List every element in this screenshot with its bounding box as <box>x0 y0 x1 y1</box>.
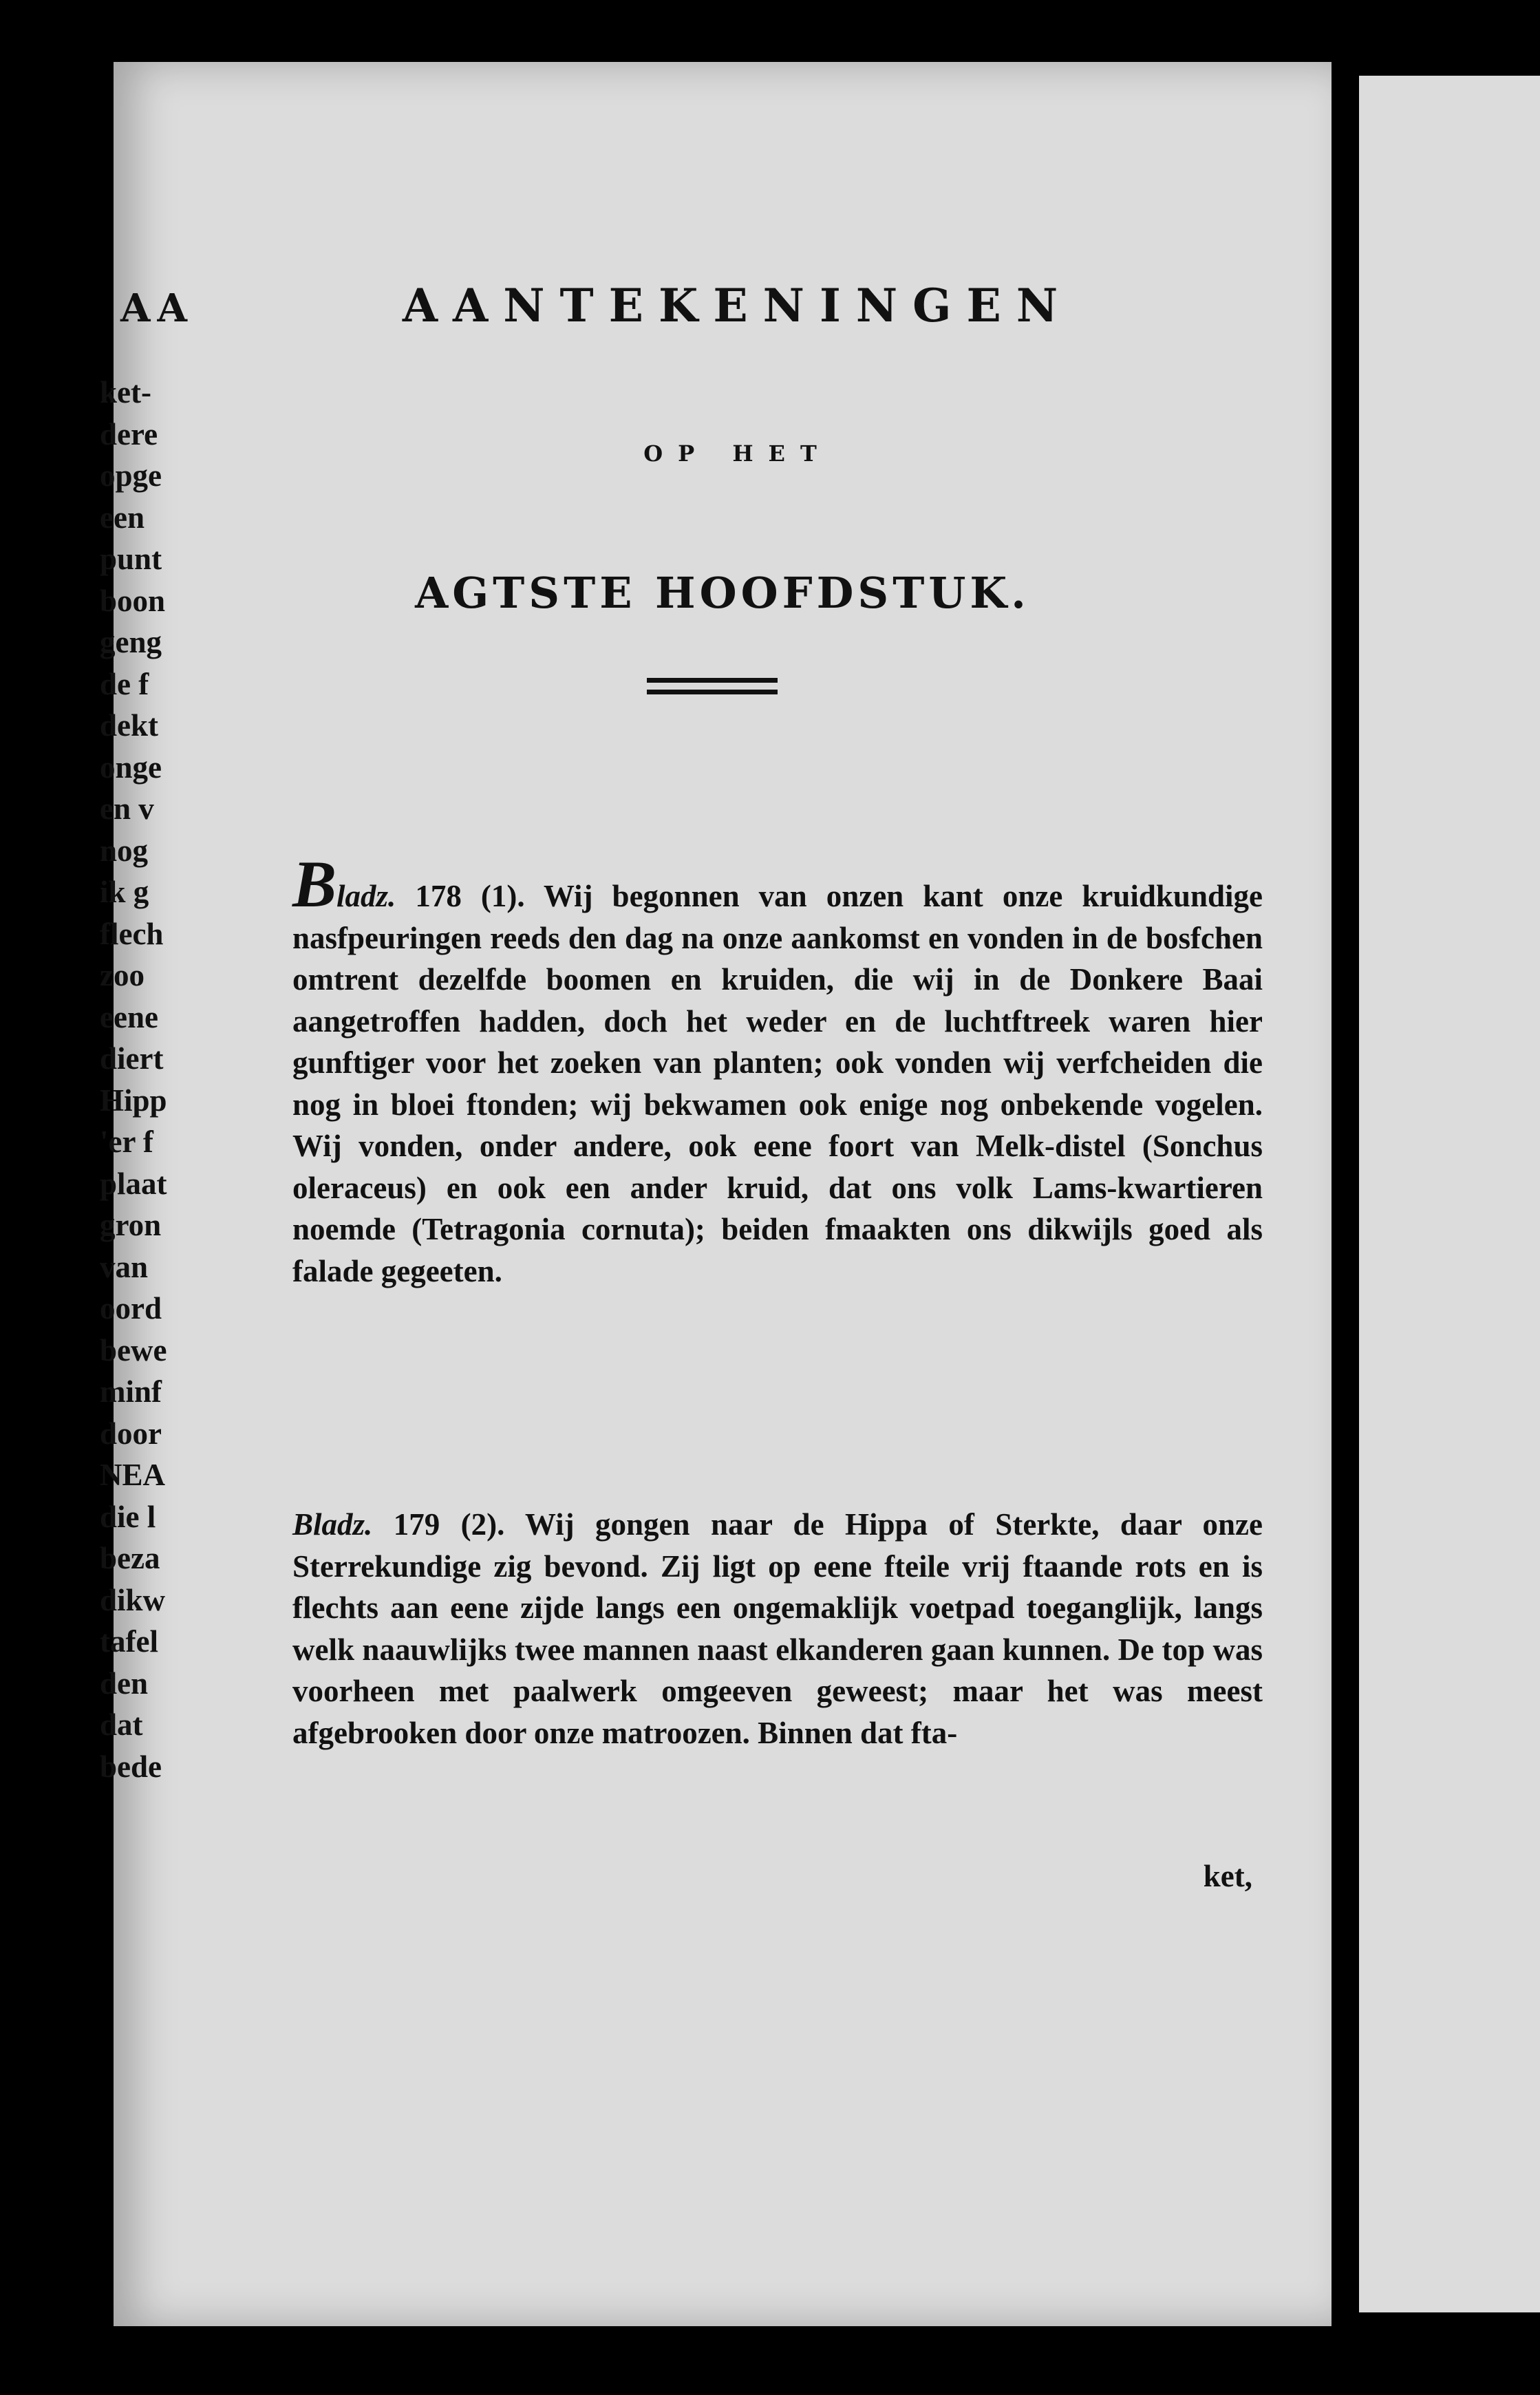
right-line: die l <box>100 1499 156 1534</box>
right-line: NEA <box>100 1458 166 1492</box>
right-line: eene <box>100 999 158 1034</box>
note-reference: Bladz. <box>292 1507 373 1542</box>
right-line: een <box>100 500 145 535</box>
right-line: en v <box>100 791 154 826</box>
drop-cap: B <box>292 847 337 921</box>
right-line: beza <box>100 1541 160 1575</box>
right-line: dere <box>100 416 158 451</box>
right-line: door <box>100 1416 162 1451</box>
right-line: gron <box>100 1208 162 1242</box>
note-text: Wij gongen naar de Hippa of Sterkte, daar onze Sterrekundige zig bevond. Zij ligt op eene fteile vrij ftaande rots en is flechts aan eene zijde langs een ongemaklijk voetpad toeganglijk, langs welk naauwlijks twee mannen naast elkanderen gaan kunnen. De top was voorheen met paalwerk omgeeven geweest; maar het was meest afgebrooken door onze matroozen. Binnen dat fta- <box>292 1507 1263 1750</box>
right-line: opge <box>100 458 162 493</box>
chapter-heading: AGTSTE HOOFDSTUK. <box>415 568 1030 618</box>
right-line: dikw <box>100 1582 166 1617</box>
right-line: van <box>100 1249 149 1284</box>
right-line: den <box>100 1665 149 1701</box>
note-paragraph <box>292 1504 1263 1754</box>
right-line: boon <box>100 583 166 618</box>
right-line: geng <box>100 625 162 659</box>
right-line: flech <box>100 916 164 951</box>
right-line: plaat <box>100 1166 167 1201</box>
right-line: minf <box>100 1374 162 1409</box>
right-page-title-fragment: AA <box>120 286 194 331</box>
right-line: Hipp <box>100 1083 167 1118</box>
right-line: punt <box>100 542 162 576</box>
right-line: ket- <box>100 375 151 409</box>
right-page-text-column <box>100 372 237 1787</box>
double-rule-bottom <box>647 690 778 694</box>
note-number: 179 (2). <box>372 1507 525 1542</box>
note-reference: ladz. <box>336 879 396 913</box>
right-line: ik g <box>100 875 149 909</box>
note-paragraph <box>292 847 1263 1292</box>
right-line: zoo <box>100 958 145 992</box>
note-number: 178 (1). <box>396 879 544 913</box>
right-line: tafel <box>100 1624 158 1659</box>
note-text: Wij begonnen van onzen kant onze kruidkundige nasfpeuringen reeds den dag na onze aankomst en vonden in de bosfchen omtrent dezelfde boomen en kruiden, die wij in de Donkere Baai aangetroffen hadden, doch het weder en de luchtftreek waren hier gunftiger voor het zoeken van planten; ook vonden wij verfcheiden die nog in bloei ftonden; wij bekwamen ook enige nog onbekende vogelen. Wij vonden, onder andere, ook eene foort van Melk-distel (Sonchus oleraceus) en ook een ander kruid, dat ons volk Lams-kwartieren noemde (Tetragonia cornuta); beiden fmaakten ons dikwijls goed als falade gegeeten. <box>292 879 1263 1288</box>
page-subtitle: OP HET <box>643 440 832 467</box>
double-rule-top <box>647 678 778 683</box>
right-line: dat <box>100 1707 143 1742</box>
catchword: ket, <box>1203 1859 1252 1893</box>
right-line: de f <box>100 666 149 701</box>
right-line: diert <box>100 1041 164 1076</box>
right-line: oord <box>100 1291 162 1326</box>
page-title: AANTEKENINGEN <box>402 279 1073 332</box>
right-page <box>1359 76 1540 2312</box>
right-line: dekt <box>100 708 159 743</box>
right-line: nog <box>100 833 149 868</box>
right-line: onge <box>100 749 162 785</box>
right-line: 'er f <box>100 1125 153 1159</box>
right-line: bede <box>100 1749 162 1784</box>
right-line: bewe <box>100 1332 167 1367</box>
